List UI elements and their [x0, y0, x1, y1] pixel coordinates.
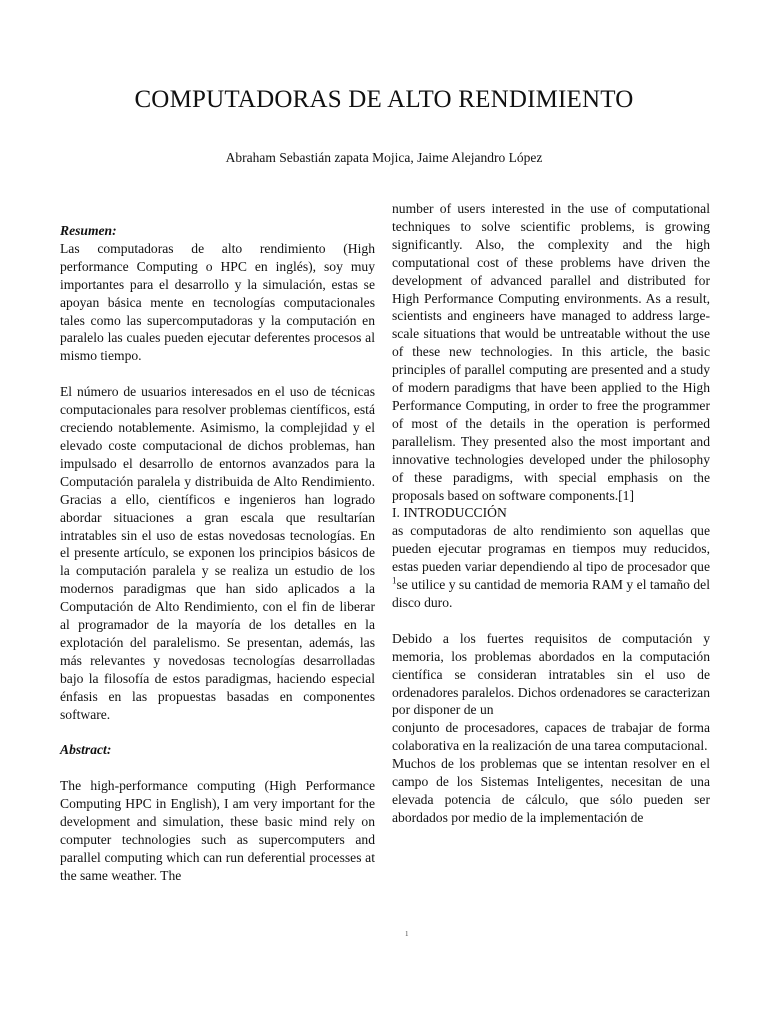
abstract-label: Abstract: [60, 742, 112, 758]
right-column [392, 200, 710, 827]
abstract-paragraph-1: The high-performance computing (High Performance Computing HPC in English), I am very important for the development and simulation, these basic mind rely on computer technologies such as supercomputers and parallel computing which can run deferential processes at the same weather. The [60, 778, 375, 883]
paper-authors: Abraham Sebastián zapata Mojica, Jaime Alejandro López [225, 150, 543, 165]
abstract-continuation: number of users interested in the use of computational techniques to solve scientific problems, is growing significantly. Also, the complexity and the high computational cost of these problems have driven the development of advanced parallel and distributed for High Performance Computing environments. As a result, scientists and engineers have managed to address large-scale situations that would be untreatable without the use of these new technologies. In this article, the basic principles of parallel computing are presented and a study of modern paradigms that have been applied to the High Performance Computing, in order to free the programmer of most of the details in the operation is performed parallelism. They presented also the most important and innovative technologies developed under the philosophy of these paradigms, with special emphasis on the proposals based on software components.[1] [392, 201, 710, 503]
resumen-paragraph-2: El número de usuarios interesados en el uso de técnicas computacionales para resolver problemas científicos, está creciendo notablemente. Asimismo, la complejidad y el elevado coste computacional de dichos problemas, han impulsado el desarrollo de entornos avanzados para la Computación paralela y distribuida de Alto Rendimiento. Gracias a ello, científicos e ingenieros han logrado abordar situaciones a gran escala que resultarían intratables sin el uso de estas novedosas tecnologías. En el presente artículo, se exponen los principios básicos de la computación paralela y se realiza un estudio de los modernos paradigmas que han sido aplicados a la Computación de Alto Rendimiento, con el fin de liberar al programador de la mayoría de los detalles en la explotación del paralelismo. Se presentan, además, las más relevantes y novedosas tecnologías desarrolladas bajo la filosofía de estos paradigmas, haciendo especial énfasis en las propuestas basadas en componentes software. [60, 384, 375, 722]
intro-paragraph-4: Muchos de los problemas que se intentan resolver en el campo de los Sistemas Inteligentes, necesitan de una elevada potencia de cálculo, que sólo pueden ser abordados por medio de la implementación de [392, 756, 710, 825]
intro-paragraph-1: as computadoras de alto rendimiento son aquellas que pueden ejecutar programas en tiempos muy reducidos, estas pueden variar dependiendo al tipo de procesador que $^1$se utilice y su cantidad de memoria RAM y el tamaño del disco duro. [392, 523, 710, 610]
resumen-paragraph-1: Las computadoras de alto rendimiento (High performance Computing o HPC en inglés), soy muy importantes para el desarrollo y la simulación, estas se apoyan básica mente en tecnologías computacionales tales como las supercomputadoras y la computación en paralelo las cuales pueden ejecutar deferentes procesos al mismo tiempo. [60, 240, 375, 364]
intro-paragraph-2: Debido a los fuertes requisitos de computación y memoria, los problemas abordados en la computación científica se consideran intratables sin el uso de ordenadores paralelos. Dichos ordenadores se caracterizan por disponer de un [392, 630, 710, 718]
intro-paragraph-3: conjunto de procesadores, capaces de trabajar de forma colaborativa en la realización de una tarea computacional. [392, 720, 710, 754]
section-heading-introduccion: I. INTRODUCCIÓN [392, 505, 507, 521]
paper-title: COMPUTADORAS DE ALTO RENDIMIENTO [134, 86, 634, 113]
left-column [60, 222, 375, 885]
footnote-marker: 1 [405, 930, 409, 938]
resumen-label: Resumen: [60, 223, 117, 238]
footnote-ref: 1 [392, 575, 397, 586]
